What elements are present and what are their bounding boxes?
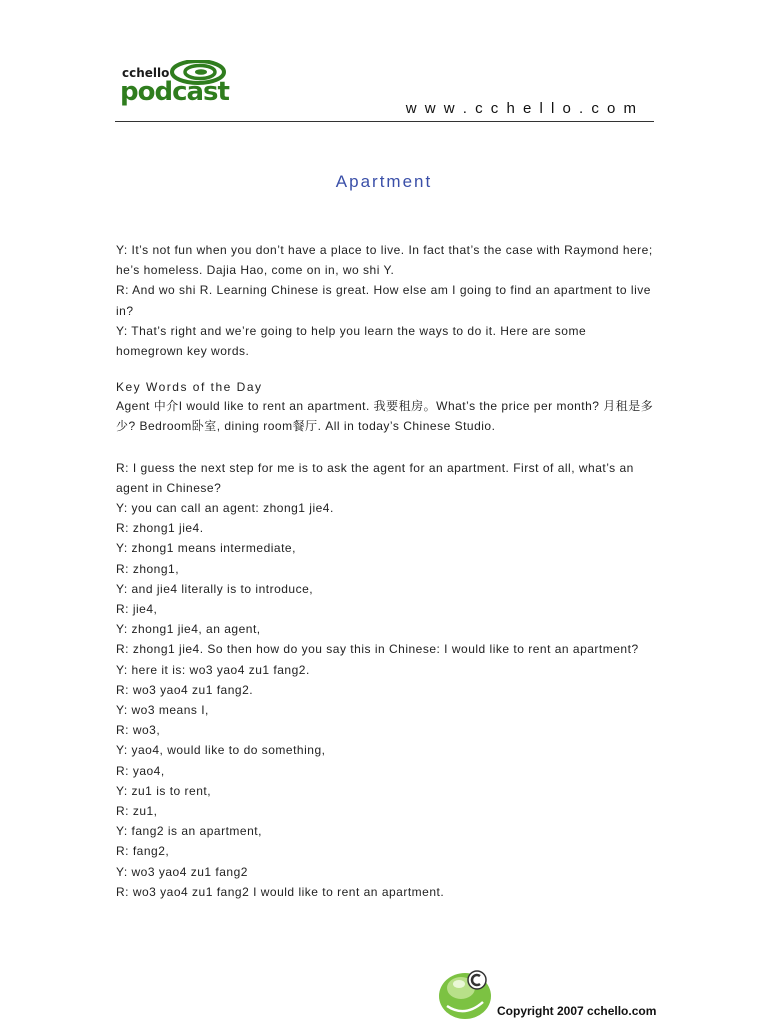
copyright-text: Copyright 2007 cchello.com <box>497 1004 657 1018</box>
dialogue-line: Y: zhong1 jie4, an agent, <box>116 622 261 637</box>
dialogue-line: R: zu1, <box>116 804 158 819</box>
dialogue-line: R: wo3 yao4 zu1 fang2. <box>116 682 254 697</box>
key-words-text: Agent 中介I would like to rent an apartment. 我要租房。What’s the price per month? 月租是多少? Bedroom卧室, dining room餐厅. All in today’s Chinese Studio. <box>116 399 654 434</box>
dialogue-line: Y: zu1 is to rent, <box>116 783 212 798</box>
dialogue-line: Y: zhong1 means intermediate, <box>116 541 296 556</box>
dialogue-line: Y: and jie4 literally is to introduce, <box>116 581 314 596</box>
dialogue-line: Y: fang2 is an apartment, <box>116 824 262 839</box>
transcript <box>116 240 656 902</box>
header-logo <box>120 60 235 110</box>
dialogue-line: Y: yao4, would like to do something, <box>116 743 326 758</box>
site-url: w w w . c c h e l l o . c o m <box>405 100 638 117</box>
dialogue-line: R: zhong1, <box>116 561 180 576</box>
logo-small-text: cchello <box>122 66 170 80</box>
dialogue-line: Y: you can call an agent: zhong1 jie4. <box>116 501 334 516</box>
key-words-heading: Key Words of the Day <box>116 380 263 395</box>
dialogue-line: R: wo3, <box>116 723 161 738</box>
footer-globe-icon <box>437 962 499 1020</box>
dialogue-line: Y: here it is: wo3 yao4 zu1 fang2. <box>116 662 310 677</box>
intro-line: Y: It’s not fun when you don’t have a place to live. In fact that’s the case with Raymond here; he’s homeless. Dajia Hao, come on in, wo shi Y. <box>116 243 653 278</box>
dialogue <box>116 458 656 902</box>
dialogue-line: R: zhong1 jie4. <box>116 521 204 536</box>
intro-line: Y: That’s right and we’re going to help you learn the ways to do it. Here are some homegrown key words. <box>116 323 587 359</box>
dialogue-line: R: jie4, <box>116 602 158 617</box>
page-title: Apartment <box>335 172 433 191</box>
intro-line: R: And wo shi R. Learning Chinese is great. How else am I going to find an apartment to live in? <box>116 283 651 318</box>
dialogue-line: R: zhong1 jie4. So then how do you say this in Chinese: I would like to rent an apartment? <box>116 642 639 657</box>
dialogue-line: R: wo3 yao4 zu1 fang2 I would like to rent an apartment. <box>116 884 445 899</box>
dialogue-line: R: I guess the next step for me is to ask the agent for an apartment. First of all, what’s an agent in Chinese? <box>116 460 634 495</box>
dialogue-line: R: yao4, <box>116 763 165 778</box>
dialogue-line: Y: wo3 yao4 zu1 fang2 <box>116 864 248 879</box>
logo-podcast-text: podcast <box>120 77 229 107</box>
dialogue-line: Y: wo3 means I, <box>116 703 209 718</box>
dialogue-line: R: fang2, <box>116 844 170 859</box>
header-divider <box>115 121 654 122</box>
